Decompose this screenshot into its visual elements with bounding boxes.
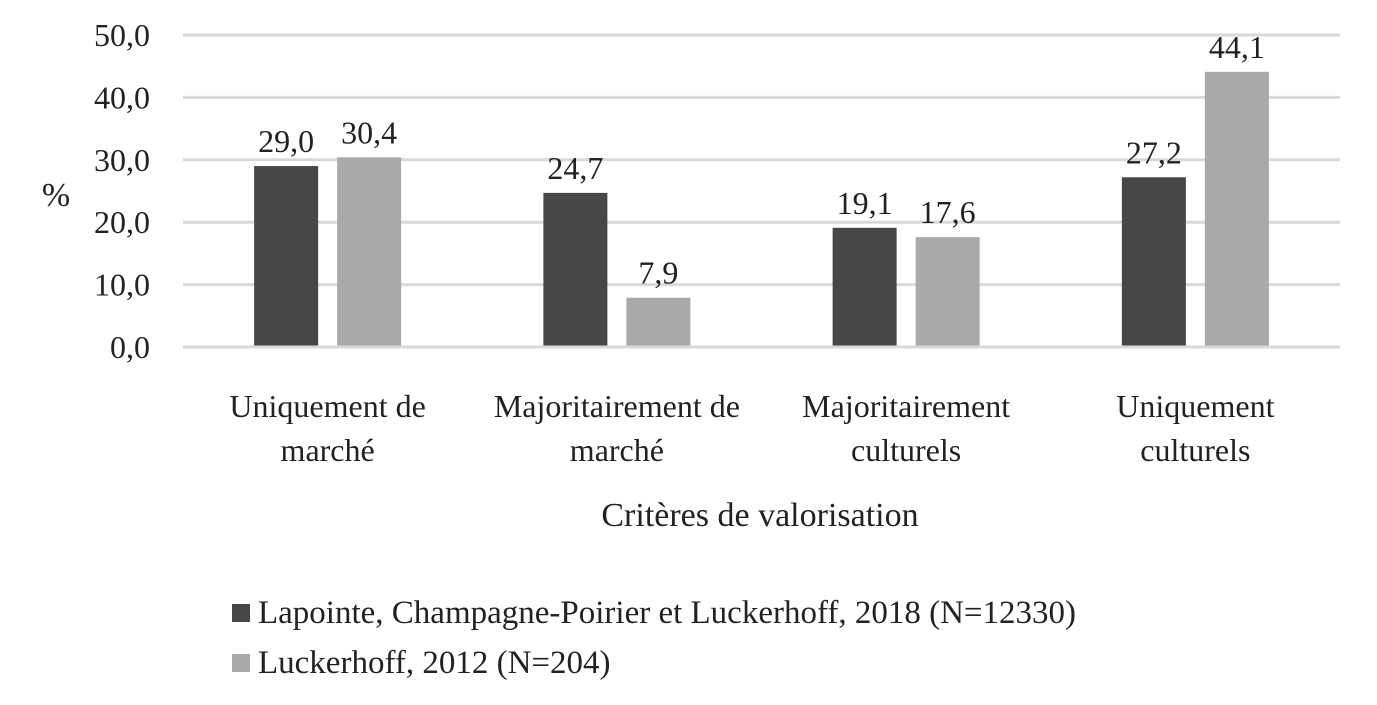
legend-label-series-1: Lapointe, Champagne-Poirier et Luckerhoff, 2018 (N=12330): [258, 594, 1077, 631]
y-tick-label: 20,0: [94, 204, 150, 241]
legend-label-series-2: Luckerhoff, 2012 (N=204): [258, 644, 611, 681]
x-category-label: Majoritairement de: [493, 388, 740, 424]
data-label: 30,4: [341, 114, 398, 151]
x-category-label: Majoritairement: [802, 388, 1011, 424]
x-category-label: Uniquement: [1116, 388, 1275, 424]
x-category-label: culturels: [851, 432, 962, 468]
bars: [254, 72, 1269, 347]
data-label: 17,6: [919, 194, 976, 231]
legend: [232, 588, 1076, 688]
legend-swatch-series-2: [232, 654, 250, 672]
bar-series-2-cat-2: [626, 298, 690, 347]
bar-series-1-cat-1: [254, 166, 318, 347]
bar-series-2-cat-3: [916, 237, 980, 347]
x-category-label: marché: [280, 432, 375, 468]
y-axis-ticks: [94, 17, 150, 365]
x-axis-title: Critères de valorisation: [601, 497, 919, 534]
bar-series-2-cat-4: [1205, 72, 1269, 347]
legend-item-series-1: [232, 588, 1076, 638]
bar-series-2-cat-1: [337, 157, 401, 347]
y-axis-title: %: [41, 177, 71, 214]
y-tick-label: 30,0: [94, 141, 150, 178]
data-label: 7,9: [638, 254, 679, 291]
x-category-label: culturels: [1140, 432, 1251, 468]
bar-series-1-cat-3: [833, 228, 897, 347]
y-tick-label: 0,0: [110, 329, 150, 365]
x-category-label: marché: [569, 432, 664, 468]
x-axis-categories: [229, 388, 1274, 468]
data-label: 19,1: [836, 184, 893, 221]
legend-item-series-2: [232, 638, 1076, 688]
bar-series-1-cat-2: [543, 193, 607, 347]
data-label: 44,1: [1208, 28, 1265, 65]
data-label: 27,2: [1125, 134, 1182, 171]
data-label: 29,0: [258, 123, 315, 160]
y-tick-label: 50,0: [94, 17, 150, 53]
y-tick-label: 40,0: [94, 79, 150, 116]
x-category-label: Uniquement de: [229, 388, 426, 424]
data-label: 24,7: [547, 149, 604, 186]
bar-series-1-cat-4: [1122, 177, 1186, 347]
y-tick-label: 10,0: [94, 266, 150, 303]
legend-swatch-series-1: [232, 604, 250, 622]
